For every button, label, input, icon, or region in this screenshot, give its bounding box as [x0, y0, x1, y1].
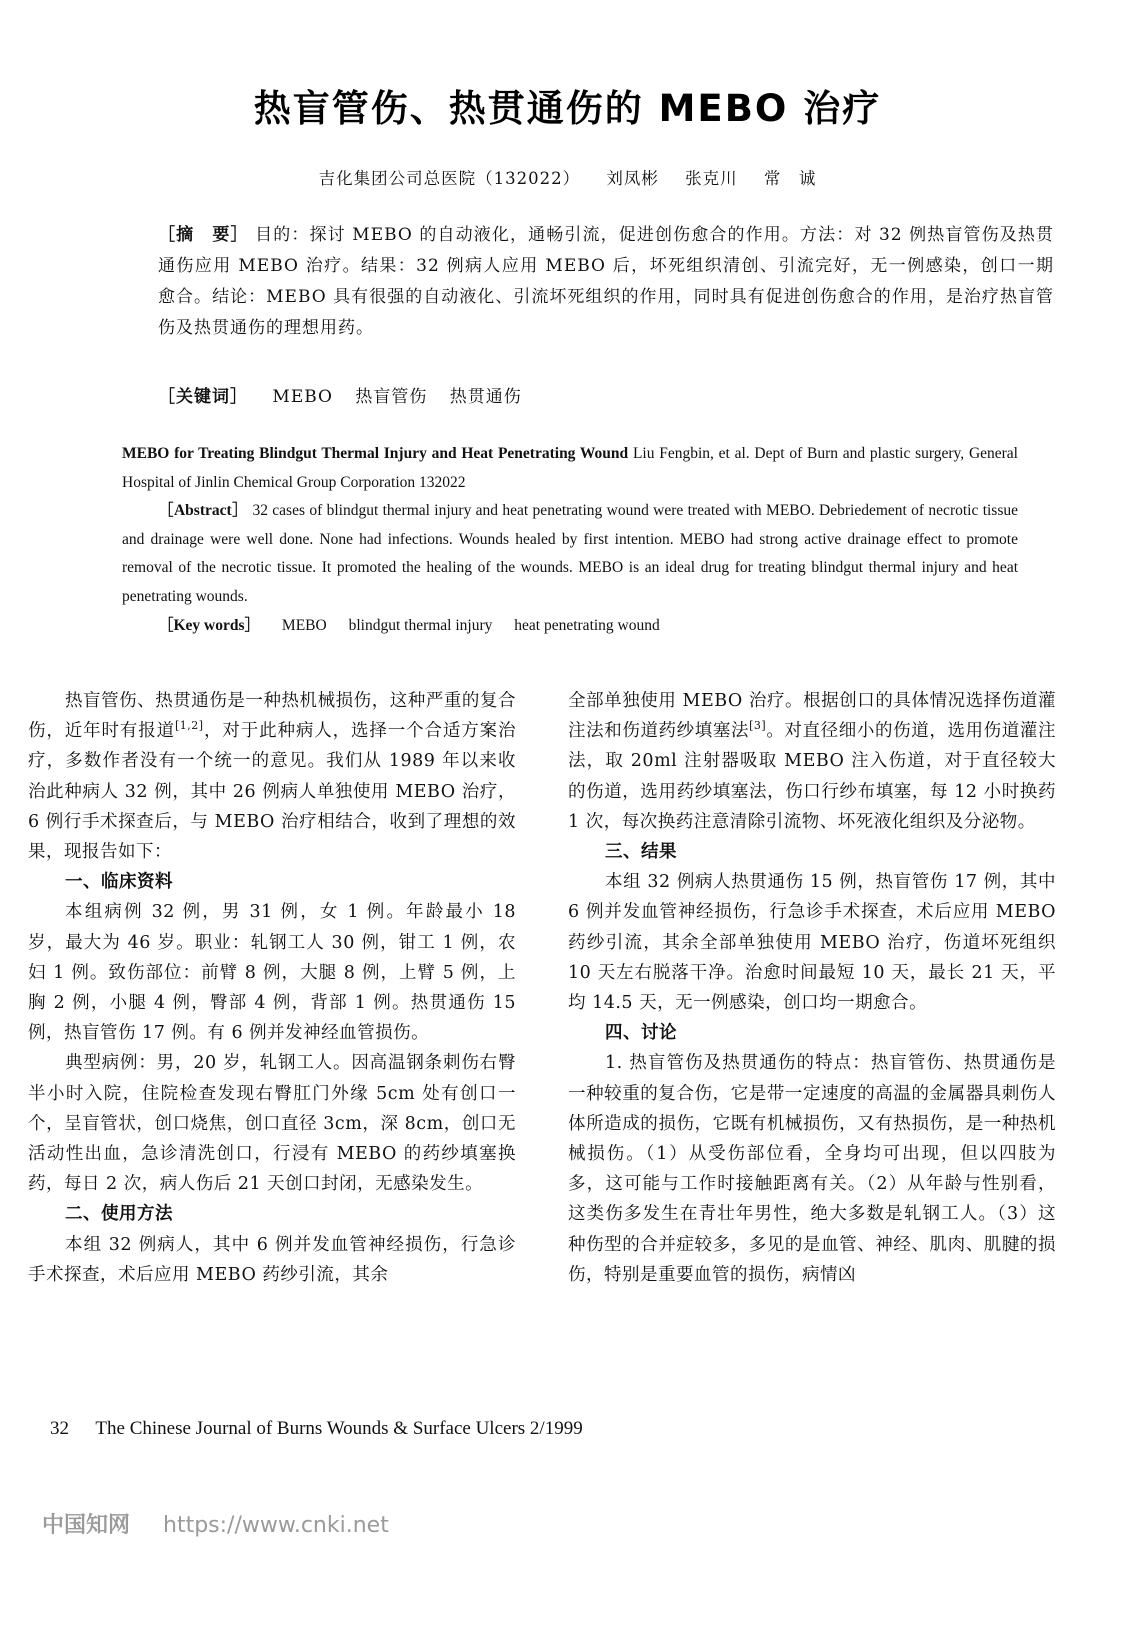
section-heading-discussion: 四、讨论 [605, 1023, 677, 1044]
method-continued-paragraph [568, 686, 1056, 837]
abstract-cn-label: ［摘 要］ [158, 225, 249, 245]
cnki-watermark [42, 1508, 389, 1539]
discussion-paragraph: 1. 热盲管伤及热贯通伤的特点：热盲管伤、热贯通伤是一种较重的复合伤，它是带一定速度的高温的金属器具刺伤人体所造成的损伤，它既有机械损伤，又有热损伤，是一种热机械损伤。（1）从受伤部位看，全身均可出现，但以四肢为多，这可能与工作时接触距离有关。（2）从年龄与性别看，这类伤多发生在青壮年男性，绝大多数是轧钢工人。（3）这种伤型的合并症较多，多见的是血管、神经、肌肉、肌腱的损伤，特别是重要血管的损伤，病情凶 [568, 1053, 1056, 1285]
page-number: 32 [50, 1418, 69, 1439]
method-text-b: 。对直径细小的伤道，选用伤道灌注法，取 20ml 注射器吸取 MEBO 注入伤道，对于直径较大的伤道，选用药纱填塞法，伤口行纱布填塞，每 12 小时换药 1 次，每次换药注意清除引流物、坏死液化组织及分泌物。 [568, 721, 1057, 832]
keyword-cn-2: 热盲管伤 [355, 387, 428, 407]
english-abstract-block [122, 440, 1018, 640]
page-footer [50, 1418, 583, 1440]
english-title-line [122, 440, 1018, 497]
abstract-cn [122, 220, 1054, 344]
intro-paragraph [28, 686, 516, 867]
english-abstract-text: 32 cases of blindgut thermal injury and heat penetrating wound were treated with MEBO. Debriedement of necrotic tissue and drainage were well done. None had infections. Wounds healed by first intention. MEBO had strong active drainage effect to promote removal of the necrotic tissue. It promoted the healing of the wounds. MEBO is an ideal drug for treating blindgut thermal injury and heat penetrating wounds. [122, 502, 1018, 605]
citation-3: [3] [749, 719, 767, 733]
affiliation-cn: 吉化集团公司总医院（132022） [318, 169, 581, 188]
method-text-a: 全部单独使用 MEBO 治疗。根据创口的具体情况选择伤道灌注法和伤道药纱填塞法 [568, 691, 1056, 742]
intro-text-a: 热盲管伤、热贯通伤是一种热机械损伤，这种严重的复合伤，近年时有报道 [28, 691, 516, 742]
cnki-url: https://www.cnki.net [163, 1513, 389, 1538]
body-column-left [28, 686, 516, 1290]
article-title: 热盲管伤、热贯通伤的 MEBO 治疗 [253, 87, 882, 130]
author-1: 刘凤彬 [606, 169, 659, 188]
english-abstract [122, 497, 1018, 611]
english-keywords-label: ［Key words］ [158, 616, 261, 634]
byline [0, 165, 1135, 189]
author-3: 常 诚 [763, 169, 817, 188]
english-keywords [122, 612, 1018, 641]
intro-text-b: ，对于此种病人，选择一个合适方案治疗，多数作者没有一个统一的意见。我们从 1989 年以来收治此种病人 32 例，其中 26 例病人单独使用 MEBO 治疗，6 例行手术探查后，与 MEBO 治疗相结合，收到了理想的效果，现报告如下： [28, 721, 516, 863]
english-keyword-2: blindgut thermal injury [348, 616, 493, 634]
keyword-cn-1: MEBO [272, 387, 333, 407]
body-column-right [568, 686, 1056, 1290]
abstract-cn-text: 目的：探讨 MEBO 的自动液化，通畅引流，促进创伤愈合的作用。方法：对 32 例热盲管伤及热贯通伤应用 MEBO 治疗。结果：32 例病人应用 MEBO 后，坏死组织清创、引流完好，无一例感染，创口一期愈合。结论：MEBO 具有很强的自动液化、引流坏死组织的作用，同时具有促进创伤愈合的作用，是治疗热盲管伤及热贯通伤的理想用药。 [158, 225, 1055, 338]
english-affiliation: Liu Fengbin, et al. Dept of Burn and plastic surgery, General Hospital of Jinlin Chemical Group Corporation 132022 [122, 445, 1018, 491]
method-paragraph: 本组 32 例病人，其中 6 例并发血管神经损伤，行急诊手术探查，术后应用 MEBO 药纱引流，其余 [28, 1234, 516, 1285]
journal-name: The Chinese Journal of Burns Wounds & Surface Ulcers 2/1999 [95, 1418, 583, 1439]
section-heading-results: 三、结果 [605, 842, 677, 863]
keywords-cn-label: ［关键词］ [158, 387, 248, 407]
keywords-cn [158, 382, 538, 407]
english-keyword-3: heat penetrating wound [514, 616, 660, 634]
section-heading-method: 二、使用方法 [65, 1204, 173, 1225]
citation-1-2: [1,2] [175, 719, 204, 733]
english-keyword-1: MEBO [281, 616, 327, 634]
section-heading-clinical: 一、临床资料 [65, 872, 173, 893]
english-abstract-label: ［Abstract］ [158, 502, 249, 520]
english-title: MEBO for Treating Blindgut Thermal Injury and Heat Penetrating Wound [122, 445, 629, 462]
clinical-paragraph: 本组病例 32 例，男 31 例，女 1 例。年龄最小 18 岁，最大为 46 岁。职业：轧钢工人 30 例，钳工 1 例，农妇 1 例。致伤部位：前臂 8 例，大腿 8 例，上臂 5 例，上胸 2 例，小腿 4 例，臀部 4 例，背部 1 例。热贯通伤 15 例，热盲管伤 17 例。有 6 例并发神经血管损伤。 [28, 902, 516, 1044]
author-2: 张克川 [685, 169, 738, 188]
keyword-cn-3: 热贯通伤 [449, 387, 522, 407]
results-paragraph: 本组 32 例病人热贯通伤 15 例，热盲管伤 17 例，其中 6 例并发血管神经损伤，行急诊手术探查，术后应用 MEBO 药纱引流，其余全部单独使用 MEBO 治疗，伤道坏死组织 10 天左右脱落干净。治愈时间最短 10 天，最长 21 天，平均 14.5 天，无一例感染，创口均一期愈合。 [568, 872, 1056, 1014]
case-paragraph: 典型病例：男，20 岁，轧钢工人。因高温钢条刺伤右臀半小时入院，住院检查发现右臀肛门外缘 5cm 处有创口一个，呈盲管状，创口烧焦，创口直径 3cm，深 8cm，创口无活动性出血，急诊清洗创口，行浸有 MEBO 的药纱填塞换药，每日 2 次，病人伤后 21 天创口封闭，无感染发生。 [28, 1053, 516, 1195]
cnki-logo: 中国知网 [42, 1513, 131, 1538]
